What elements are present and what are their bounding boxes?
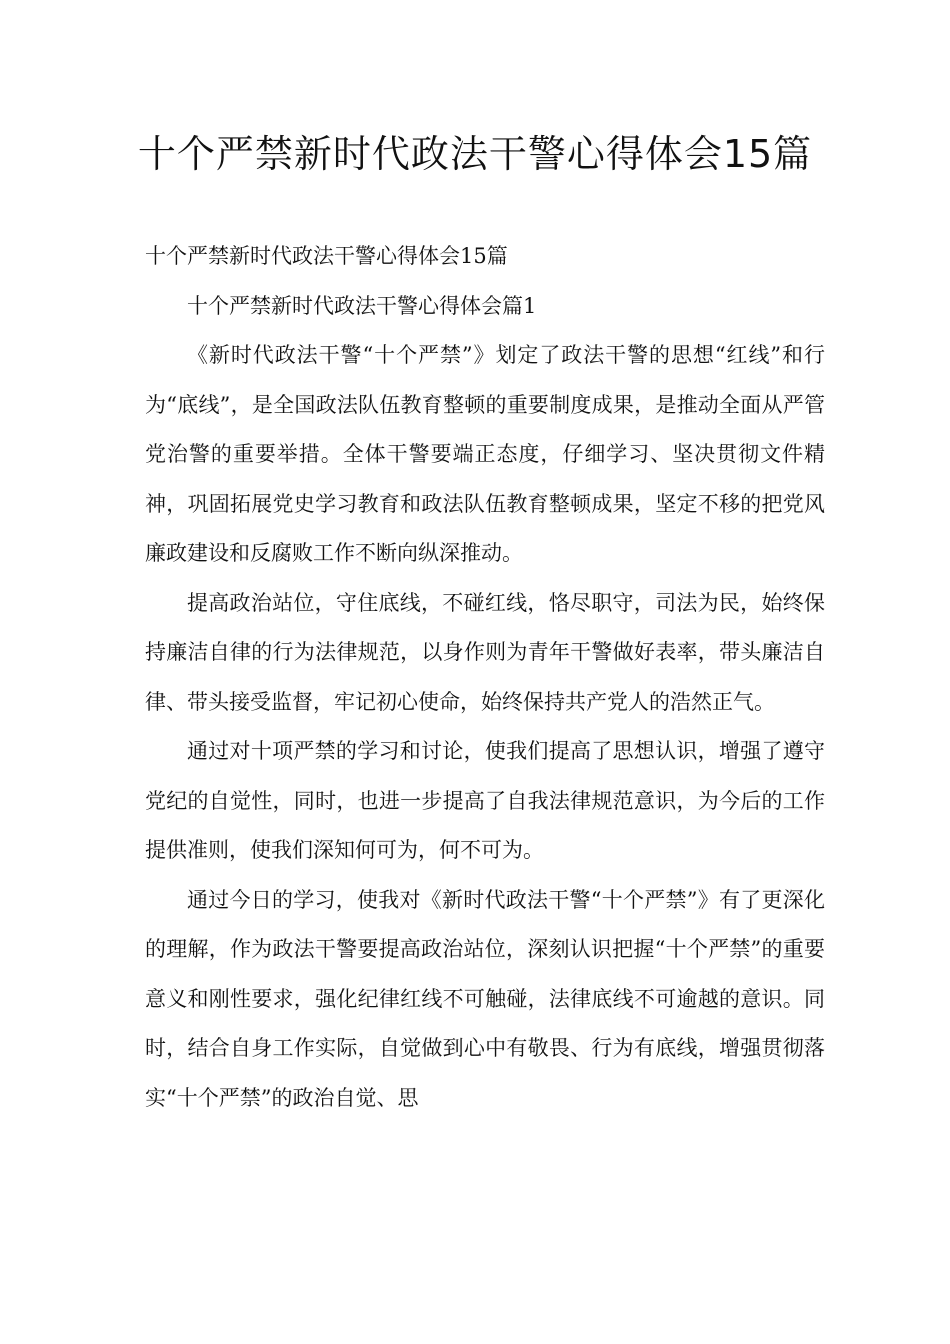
paragraph-1: 《新时代政法干警“十个严禁”》划定了政法干警的思想“红线”和行为“底线”，是全国政法队伍教育整顿的重要制度成果，是推动全面从严管党治警的重要举措。全体干警要端正态度，仔细学习、坚决贯彻文件精神，巩固拓展党史学习教育和政法队伍教育整顿成果，坚定不移的把党风廉政建设和反腐败工作不断向纵深推动。 (145, 343, 825, 565)
document-title: 十个严禁新时代政法干警心得体会15篇 (137, 132, 813, 176)
paragraph-2: 提高政治站位，守住底线，不碰红线，恪尽职守，司法为民，始终保持廉洁自律的行为法律规范，以身作则为青年干警做好表率，带头廉洁自律、带头接受监督，牢记初心使命，始终保持共产党人的浩然正气。 (145, 590, 825, 714)
document-subtitle: 十个严禁新时代政法干警心得体会15篇 (145, 244, 508, 268)
paragraph-4: 通过今日的学习，使我对《新时代政法干警“十个严禁”》有了更深化的理解，作为政法干警要提高政治站位，深刻认识把握“十个严禁”的重要意义和刚性要求，强化纪律红线不可触碰，法律底线不可逾越的意识。同时，结合自身工作实际，自觉做到心中有敬畏、行为有底线，增强贯彻落实“十个严禁”的政治自觉、思 (145, 887, 825, 1110)
paragraph-3: 通过对十项严禁的学习和讨论，使我们提高了思想认识，增强了遵守党纪的自觉性，同时，也进一步提高了自我法律规范意识，为今后的工作提供准则，使我们深知何可为，何不可为。 (145, 739, 825, 862)
section-heading: 十个严禁新时代政法干警心得体会篇1 (187, 293, 537, 318)
document-body (145, 232, 825, 1123)
